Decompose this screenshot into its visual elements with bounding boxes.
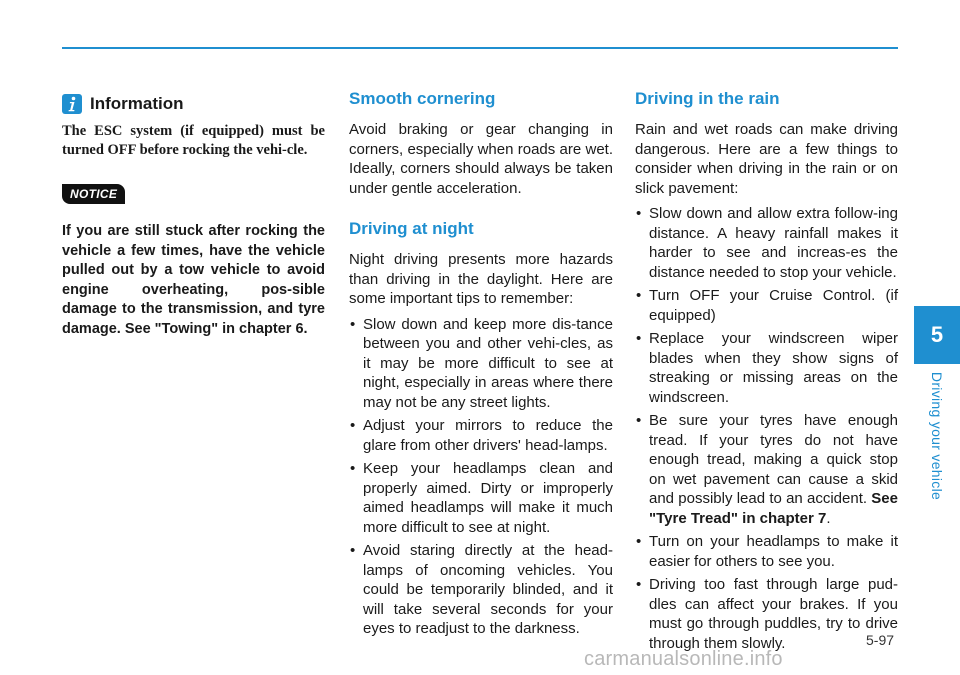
list-item: • Driving too fast through large pud-dles can affect your brakes. If you must go through puddles, try to drive through them slowly. [635, 575, 898, 653]
smooth-cornering-heading: Smooth cornering [349, 89, 496, 108]
list-item: • Avoid staring directly at the head-lamps of oncoming vehicles. You could be temporarily blinded, and it will take several seconds for your eyes to readjust to the darkness. [349, 541, 613, 639]
notice-badge: NOTICE [62, 184, 125, 204]
page-number: 5-97 [866, 632, 895, 648]
list-item: • Turn on your headlamps to make it easier for others to see you. [635, 532, 898, 571]
header-rule [62, 47, 898, 49]
list-item-tyre-tread [635, 411, 898, 528]
info-icon [62, 94, 82, 114]
chapter-label: Driving your vehicle [929, 371, 945, 501]
driving-rain-intro: Rain and wet roads can make driving dangerous. Here are a few things to consider when driving in the rain or on slick pavement: [635, 121, 898, 197]
driving-night-list [349, 315, 613, 639]
smooth-cornering-body: Avoid braking or gear changing in corners, especially when roads are wet. Ideally, corners should always be taken under gentle acceleration. [349, 121, 613, 197]
list-item: • Slow down and allow extra follow-ing distance. A heavy rainfall makes it harder to see and increas-es the distance needed to stop your vehicle. [635, 204, 898, 282]
information-header [62, 94, 325, 114]
driving-rain-list [635, 204, 898, 653]
tyre-tread-end: . [826, 509, 831, 527]
driving-night-heading: Driving at night [349, 219, 474, 238]
list-item: • Turn OFF your Cruise Control. (if equipped) [635, 286, 898, 325]
chapter-tab: 5 [914, 306, 960, 364]
list-item: • Adjust your mirrors to reduce the glare from other drivers' head-lamps. [349, 416, 613, 455]
column-right [635, 88, 898, 657]
information-title: Information [90, 94, 184, 113]
information-body: The ESC system (if equipped) must be turned OFF before rocking the vehi-cle. [62, 123, 325, 158]
notice-body: If you are still stuck after rocking the vehicle a few times, have the vehicle pulled out by a tow vehicle to avoid engine overheating, pos-sible damage to the transmission, and tyre damage. See "Towing" in chapter 6. [62, 223, 325, 337]
watermark: carmanualsonline.info [584, 648, 783, 670]
list-item: • Keep your headlamps clean and properly aimed. Dirty or improperly aimed headlamps will make it much more difficult to see at night. [349, 459, 613, 537]
driving-rain-heading: Driving in the rain [635, 89, 780, 108]
list-item: • Replace your windscreen wiper blades when they show signs of streaking or missing areas on the windscreen. [635, 329, 898, 407]
driving-night-intro: Night driving presents more hazards than driving in the daylight. Here are some important tips to remember: [349, 251, 613, 307]
column-middle [349, 88, 613, 643]
tyre-tread-text: Be sure your tyres have enough tread. If your tyres do not have enough tread, making a quick stop on wet pavement can cause a skid and possibly lead to an accident. [649, 412, 898, 507]
list-item: • Slow down and keep more dis-tance between you and other vehi-cles, as it may be more difficult to see at night, especially in areas where there may not be any street lights. [349, 315, 613, 413]
tyre-tread-reference: See "Tyre Tread" in chapter 7 [649, 490, 898, 527]
column-left [62, 88, 325, 339]
